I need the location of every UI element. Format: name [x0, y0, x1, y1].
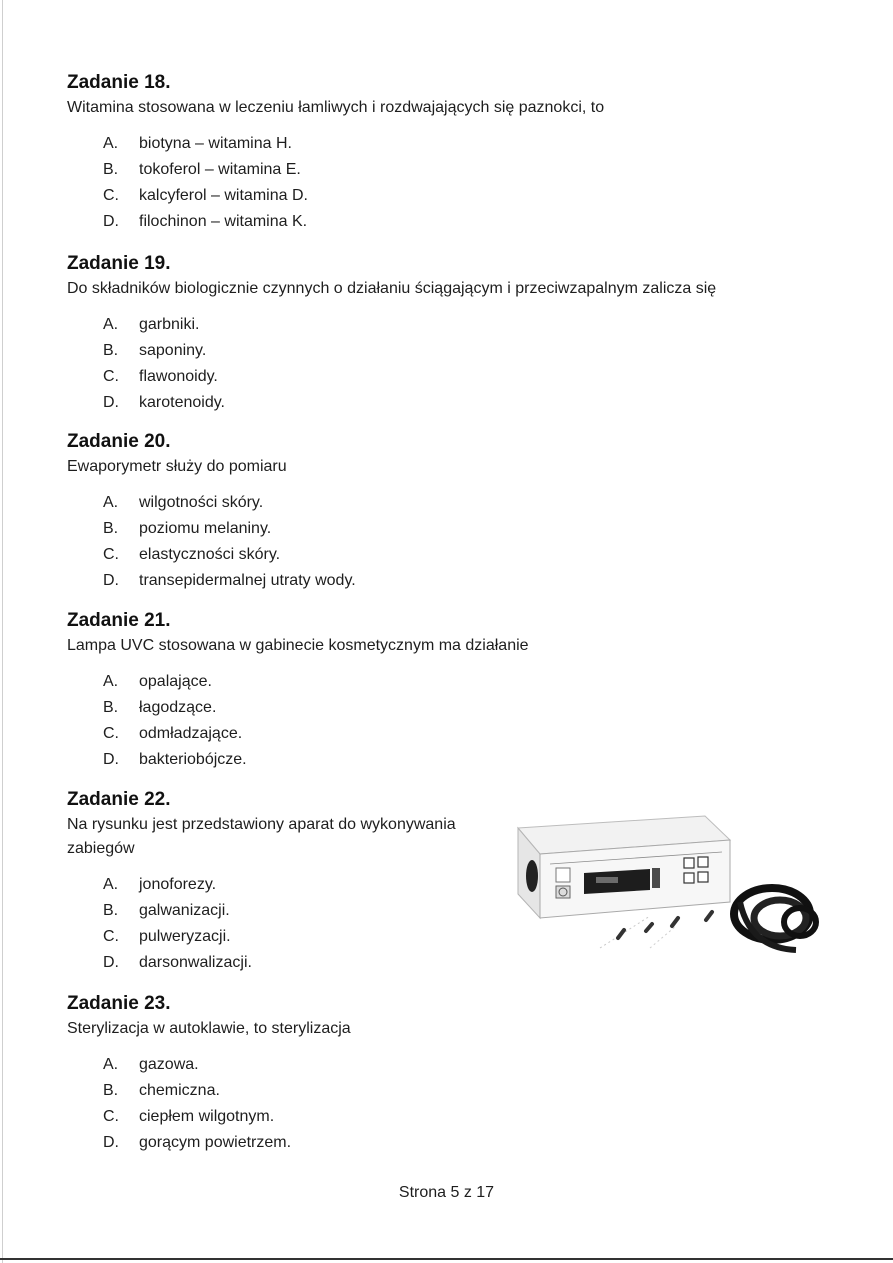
task-question: Na rysunku jest przedstawiony aparat do wykonywania zabiegów	[67, 816, 456, 857]
task-21	[67, 610, 529, 773]
task-23	[67, 993, 351, 1156]
answer-c: C. flawonoidy.	[103, 368, 218, 385]
bottom-divider	[0, 1258, 893, 1260]
task-22	[67, 789, 497, 976]
answer-d: D. karotenoidy.	[103, 394, 225, 411]
answer-a: A. garbniki.	[103, 316, 200, 333]
answer-a: A. jonoforezy.	[103, 876, 217, 893]
task-18	[67, 72, 604, 235]
answer-list	[67, 312, 716, 416]
task-title: Zadanie 19.	[67, 253, 171, 274]
answer-d: D. transepidermalnej utraty wody.	[103, 572, 356, 589]
answer-c: C. odmładzające.	[103, 725, 243, 742]
task-question: Witamina stosowana w leczeniu łamliwych i rozdwajających się paznokci, to	[67, 99, 605, 116]
task-title: Zadanie 18.	[67, 72, 171, 93]
task-question: Lampa UVC stosowana w gabinecie kosmetycznym ma działanie	[67, 637, 529, 654]
answer-list	[67, 131, 604, 235]
page-number: Strona 5 z 17	[398, 1184, 495, 1201]
task-20	[67, 431, 356, 594]
answer-d: D. bakteriobójcze.	[103, 751, 247, 768]
answer-list	[67, 872, 497, 976]
answer-c: C. elastyczności skóry.	[103, 546, 281, 563]
answer-list	[67, 669, 529, 773]
scan-edge	[2, 0, 3, 1263]
task-question: Sterylizacja w autoklawie, to sterylizacja	[67, 1020, 351, 1037]
answer-list	[67, 490, 356, 594]
answer-a: A. biotyna – witamina H.	[103, 135, 292, 152]
answer-list	[67, 1052, 351, 1156]
answer-c: C. kalcyferol – witamina D.	[103, 187, 308, 204]
task-title: Zadanie 22.	[67, 789, 171, 810]
answer-b: B. poziomu melaniny.	[103, 520, 272, 537]
task-title: Zadanie 20.	[67, 431, 171, 452]
answer-b: B. łagodzące.	[103, 699, 217, 716]
answer-a: A. opalające.	[103, 673, 212, 690]
answer-c: C. pulweryzacji.	[103, 928, 231, 945]
answer-a: A. wilgotności skóry.	[103, 494, 264, 511]
answer-d: D. gorącym powietrzem.	[103, 1134, 292, 1151]
answer-d: D. filochinon – witamina K.	[103, 213, 308, 230]
answer-a: A. gazowa.	[103, 1056, 199, 1073]
answer-b: B. galwanizacji.	[103, 902, 230, 919]
answer-d: D. darsonwalizacji.	[103, 954, 252, 971]
answer-b: B. tokoferol – witamina E.	[103, 161, 301, 178]
answer-b: B. chemiczna.	[103, 1082, 220, 1099]
task-19	[67, 253, 716, 416]
answer-b: B. saponiny.	[103, 342, 207, 359]
device-illustration	[500, 798, 830, 970]
task-question: Do składników biologicznie czynnych o działaniu ściągającym i przeciwzapalnym zalicza się	[67, 280, 717, 297]
answer-c: C. ciepłem wilgotnym.	[103, 1108, 275, 1125]
task-title: Zadanie 21.	[67, 610, 171, 631]
task-question: Ewaporymetr służy do pomiaru	[67, 458, 287, 475]
task-title: Zadanie 23.	[67, 993, 171, 1014]
